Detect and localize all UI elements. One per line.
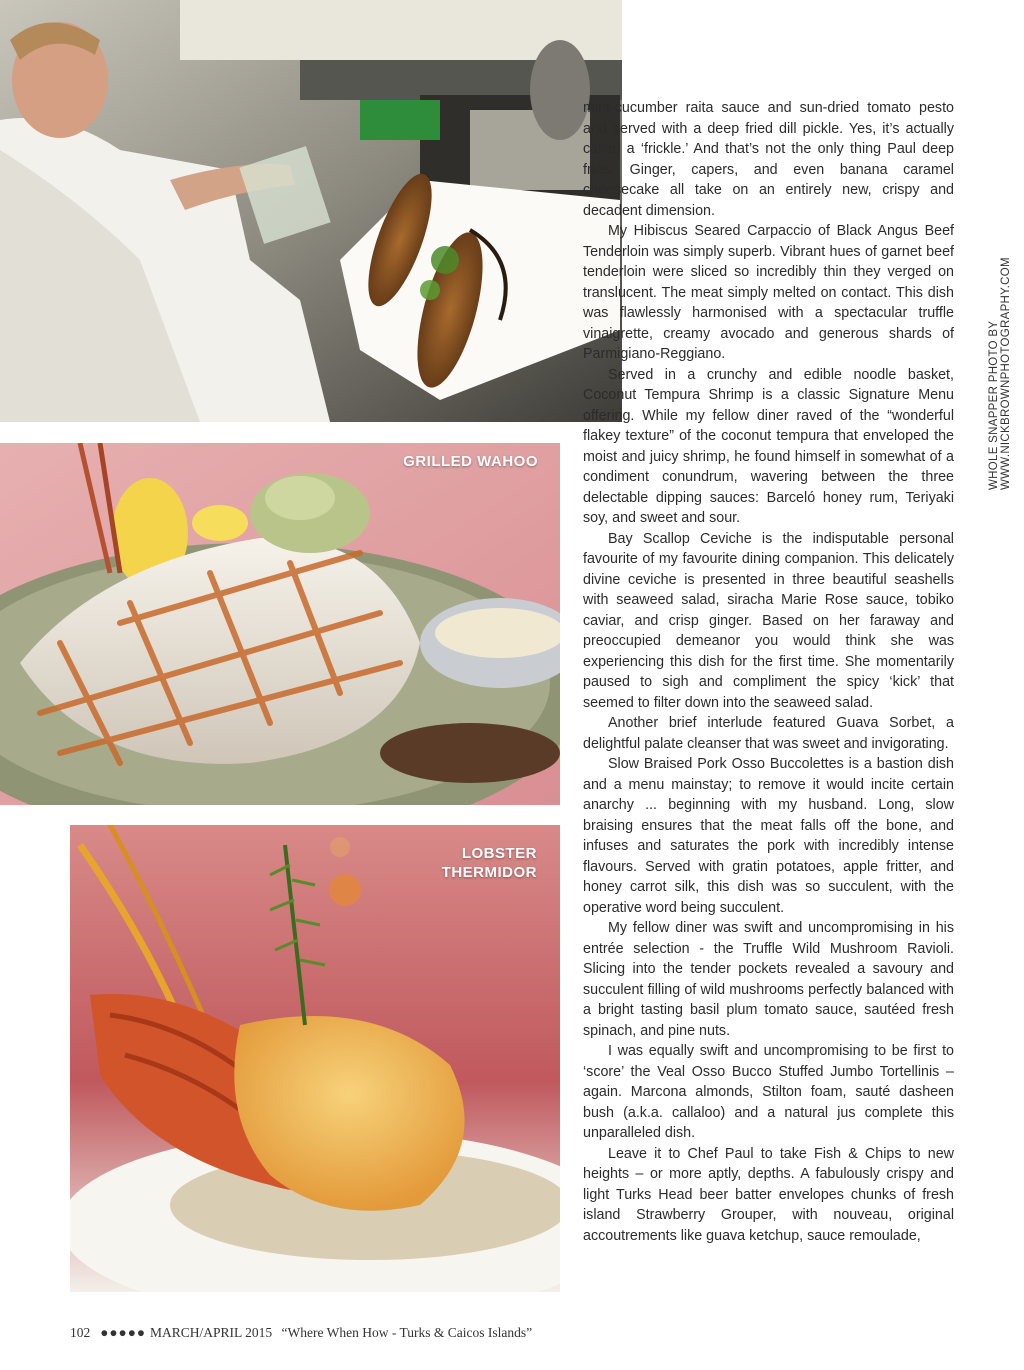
- lobster-thermidor-photo: [70, 825, 560, 1292]
- grilled-wahoo-photo: [0, 443, 560, 805]
- article-paragraph: My Hibiscus Seared Carpaccio of Black Angus Beef Tenderloin was simply superb. Vibrant hues of garnet beef tenderloin were sliced so incredibly thin they verged on translucent. The meat simply melted on contact. This dish was flawlessly harmonised with a spectacular truffle vinaigrette, creamy avocado and generous shards of Parmigiano-Reggiano.: [583, 223, 954, 362]
- lobster-thermidor-caption: [442, 844, 537, 882]
- photo-credit: WHOLE SNAPPER PHOTO BY WWW.NICKBROWNPHOTOGRAPHY.COM: [988, 257, 1012, 490]
- chef-plating-photo: [0, 0, 622, 422]
- article-paragraph: My fellow diner was swift and uncompromising in his entrée selection - the Truffle Wild Mushroom Ravioli. Slicing into the tender pockets revealed a savoury and succulent filling of wild mushrooms perfectly balanced with a bright tasting basil plum tomato sauce, sautéed fresh spinach, and pine nuts.: [583, 920, 954, 1039]
- article-paragraph: mint-cucumber raita sauce and sun-dried tomato pesto and served with a deep fried dill pickle. Yes, it’s actually called a ‘frickle.’ And that’s not the only thing Paul deep fries. Ginger, capers, and even banana caramel cheesecake all take on an entirely new, crispy and decadent dimension.: [583, 100, 954, 219]
- lobster-caption-line2: THERMIDOR: [441, 864, 537, 881]
- article-paragraph: Served in a crunchy and edible noodle basket, Coconut Tempura Shrimp is a classic Signature Menu offering. While my fellow diner raved of the “wonderful flakey texture” of the coconut tempura that enveloped the moist and juicy shrimp, he found himself in somewhat of a condiment conundrum, wavering between the three delectable dipping sauces: Barceló honey rum, Teriyaki soy, and sweet and sour.: [583, 366, 954, 526]
- lobster-caption-line1: LOBSTER: [461, 845, 537, 862]
- page-number: 102: [70, 1325, 91, 1340]
- article-paragraph: Bay Scallop Ceviche is the indisputable personal favourite of my favourite dining companion. This delicately divine ceviche is presented in three beautiful seashells with seaweed salad, siracha Marie Rose sauce, tobiko caviar, and crisp ginger. Based on her faraway and preoccupied demeanor you would think she was experiencing this dish for the first time. She momentarily paused to sigh and compliment the spicy ‘kick’ that seemed to filter down into the seaweed salad.: [583, 530, 954, 711]
- issue-date: MARCH/APRIL 2015: [150, 1325, 273, 1340]
- article-paragraph: I was equally swift and uncompromising to be first to ‘score’ the Veal Osso Bucco Stuffed Jumbo Tortellinis – again. Marcona almonds, Stilton foam, sauté dasheen bush (a.k.a. callaloo) and a natural jus complete this unparalleled dish.: [583, 1043, 954, 1141]
- article-paragraph: Leave it to Chef Paul to take Fish & Chips to new heights – or more aptly, depths. A fabulously crispy and light Turks Head beer batter envelopes chunks of fresh island Strawberry Grouper, with nouveau, original accoutrements like guava ketchup, sauce remoulade,: [583, 1145, 954, 1244]
- footer-dots: ●●●●●: [100, 1325, 147, 1340]
- grilled-wahoo-caption: GRILLED WAHOO: [403, 453, 538, 470]
- page-footer: [70, 1325, 538, 1341]
- publication-name: “Where When How - Turks & Caicos Islands”: [281, 1325, 533, 1340]
- article-column: [583, 98, 954, 1246]
- article-paragraph: Another brief interlude featured Guava Sorbet, a delightful palate cleanser that was sweet and invigorating.: [583, 715, 954, 752]
- article-paragraph: Slow Braised Pork Osso Buccolettes is a bastion dish and a menu mainstay; to remove it would incite certain anarchy ... beginning with my husband. Long, slow braising ensures that the meat falls off the bone, and infuses and saturates the pork with incredibly intense flavours. Served with gratin potatoes, apple fritter, and honey carrot silk, this dish was so succulent, with the operative word being succulent.: [583, 756, 954, 916]
